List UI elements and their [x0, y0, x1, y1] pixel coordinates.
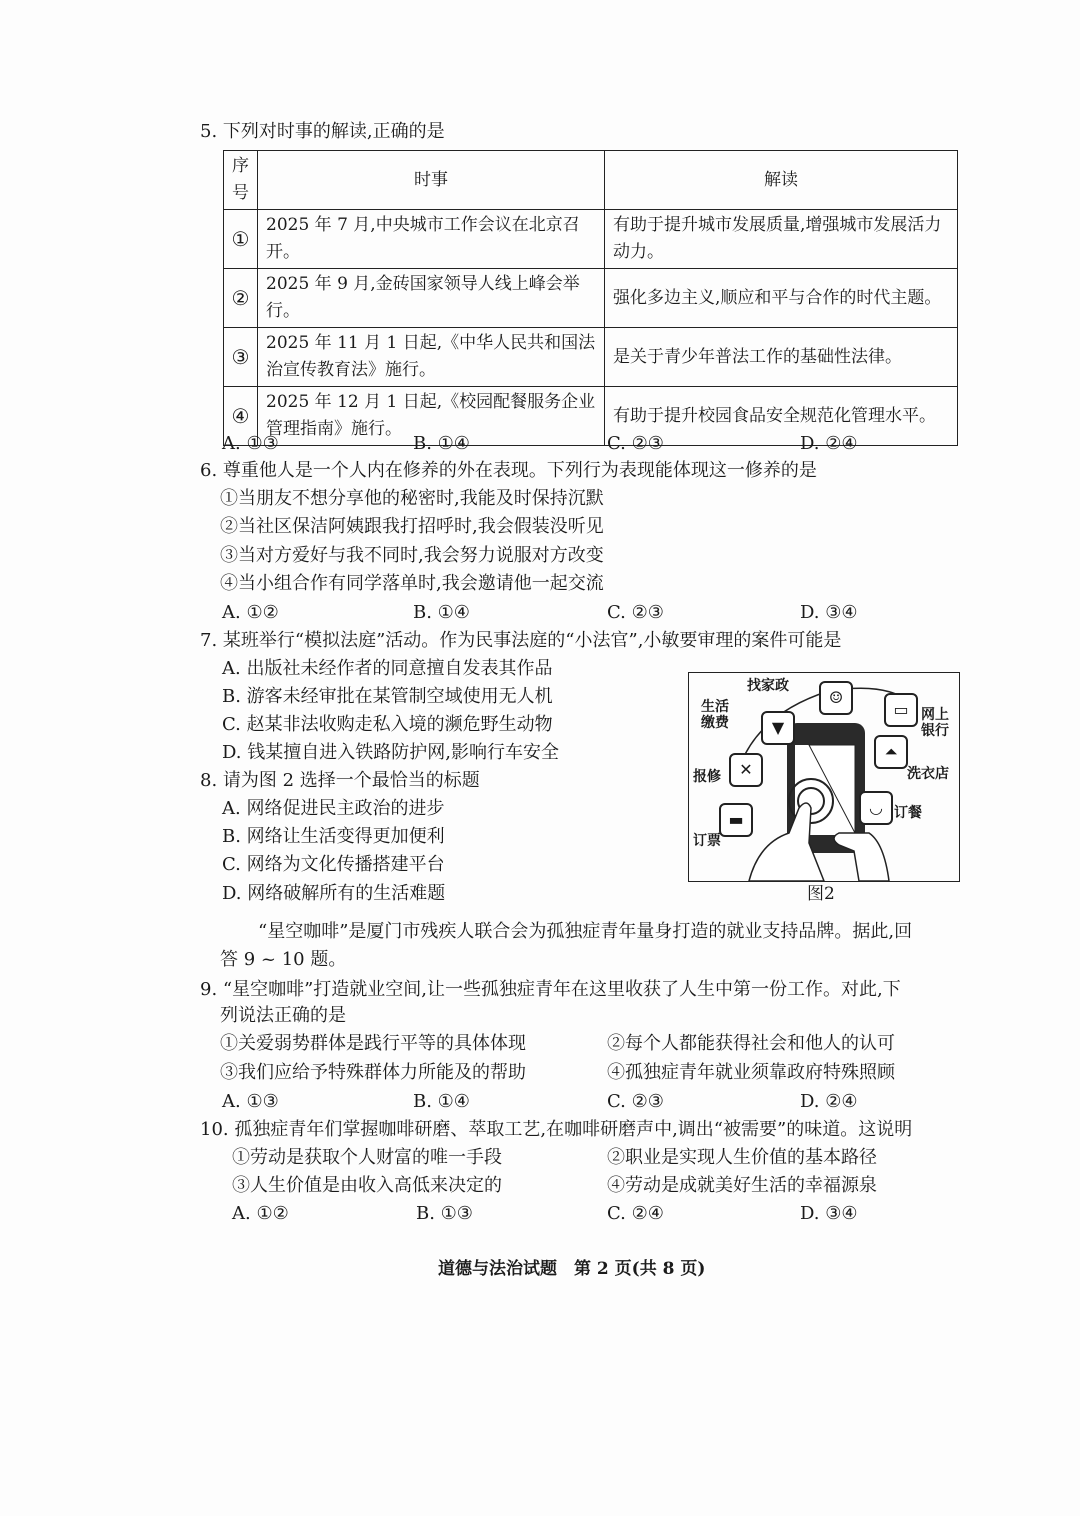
q10-item: ②职业是实现人生价值的基本路径	[607, 1147, 877, 1168]
basket-icon: ▼	[761, 711, 795, 745]
bowl-icon: ◡	[859, 791, 893, 825]
q6-item: ③当对方爱好与我不同时,我会努力说服对方改变	[220, 545, 604, 566]
col-header: 序号	[224, 151, 258, 210]
figure-label: 订餐	[894, 805, 922, 821]
q10-stem: 10. 孤独症青年们掌握咖啡研磨、萃取工艺,在咖啡研磨声中,调出“被需要”的味道。这说明	[200, 1119, 913, 1140]
row-no: ②	[224, 269, 258, 328]
option: C. ②③	[607, 433, 664, 454]
option: D. ②④	[800, 1091, 858, 1112]
q9-item: ④孤独症青年就业须靠政府特殊照顾	[607, 1062, 895, 1083]
table-row	[224, 210, 958, 269]
option: A. ①②	[222, 602, 279, 623]
q8-stem: 8. 请为图 2 选择一个最恰当的标题	[200, 770, 480, 791]
option: B. ①④	[413, 433, 470, 454]
q9-stem: 列说法正确的是	[220, 1005, 346, 1026]
q6-stem: 6. 尊重他人是一个人内在修养的外在表现。下列行为表现能体现这一修养的是	[200, 460, 817, 481]
row-no: ④	[224, 387, 258, 446]
option: D. ③④	[800, 602, 858, 623]
hanger-icon: ⏶	[874, 735, 908, 769]
option: A. 网络促进民主政治的进步	[222, 798, 445, 819]
option: B. 游客未经审批在某管制空域使用无人机	[222, 686, 553, 707]
row-reading: 有助于提升校园食品安全规范化管理水平。	[605, 387, 958, 446]
q6-item: ④当小组合作有同学落单时,我会邀请他一起交流	[220, 573, 604, 594]
train-icon: ▬	[719, 803, 753, 837]
q9-item: ①关爱弱势群体是践行平等的具体体现	[220, 1033, 526, 1054]
option: A. ①③	[222, 1091, 279, 1112]
row-event: 2025 年 12 月 1 日起,《校园配餐服务企业管理指南》施行。	[258, 387, 605, 446]
figure-2-phone-services	[688, 672, 960, 882]
option: B. ①④	[413, 1091, 470, 1112]
option: A. ①③	[222, 433, 279, 454]
col-header: 时事	[258, 151, 605, 210]
row-reading: 强化多边主义,顺应和平与合作的时代主题。	[605, 269, 958, 328]
row-event: 2025 年 9 月,金砖国家领导人线上峰会举行。	[258, 269, 605, 328]
option: A. 出版社未经作者的同意擅自发表其作品	[222, 658, 553, 679]
option: D. 网络破解所有的生活难题	[222, 883, 446, 904]
row-no: ①	[224, 210, 258, 269]
q6-item: ①当朋友不想分享他的秘密时,我能及时保持沉默	[220, 488, 604, 509]
row-event: 2025 年 11 月 1 日起,《中华人民共和国法治宣传教育法》施行。	[258, 328, 605, 387]
wrench-icon: ✕	[729, 753, 763, 787]
row-reading: 是关于青少年普法工作的基础性法律。	[605, 328, 958, 387]
option: B. 网络让生活变得更加便利	[222, 826, 445, 847]
q7-stem: 7. 某班举行“模拟法庭”活动。作为民事法庭的“小法官”,小敏要审理的案件可能是	[200, 630, 842, 651]
option: C. ②③	[607, 602, 664, 623]
q10-item: ①劳动是获取个人财富的唯一手段	[232, 1147, 502, 1168]
table-row	[224, 269, 958, 328]
option: C. ②④	[607, 1203, 664, 1224]
option: C. 赵某非法收购走私入境的濒危野生动物	[222, 714, 553, 735]
q10-item: ④劳动是成就美好生活的幸福源泉	[607, 1175, 877, 1196]
option: A. ①②	[232, 1203, 289, 1224]
table-row	[224, 328, 958, 387]
option: B. ①④	[413, 602, 470, 623]
figure-label: 网上银行	[921, 707, 949, 739]
q9-item: ②每个人都能获得社会和他人的认可	[607, 1033, 895, 1054]
option: C. ②③	[607, 1091, 664, 1112]
q10-item: ③人生价值是由收入高低来决定的	[232, 1175, 502, 1196]
row-no: ③	[224, 328, 258, 387]
figure-label: 找家政	[747, 678, 789, 694]
q9-item: ③我们应给予特殊群体力所能及的帮助	[220, 1062, 526, 1083]
option: C. 网络为文化传播搭建平台	[222, 854, 445, 875]
figure-label: 报修	[693, 769, 721, 785]
q9-stem: 9. “星空咖啡”打造就业空间,让一些孤独症青年在这里收获了人生中第一份工作。对此,下	[200, 979, 901, 1000]
row-event: 2025 年 7 月,中央城市工作会议在北京召开。	[258, 210, 605, 269]
page-footer: 道德与法治试题 第 2 页(共 8 页)	[438, 1259, 706, 1279]
figure-label: 订票	[693, 833, 721, 849]
card-icon: ▭	[884, 693, 918, 727]
figure-caption: 图2	[807, 884, 835, 904]
housekeeping-icon: ☺	[819, 681, 853, 715]
q6-item: ②当社区保洁阿姨跟我打招呼时,我会假装没听见	[220, 516, 604, 537]
option: D. ③④	[800, 1203, 858, 1224]
q5-stem: 5. 下列对时事的解读,正确的是	[200, 121, 445, 142]
col-header: 解读	[605, 151, 958, 210]
figure-label: 洗衣店	[907, 766, 949, 782]
option: D. 钱某擅自进入铁路防护网,影响行车安全	[222, 742, 559, 763]
material-text: 答 9 ~ 10 题。	[220, 949, 347, 970]
option: D. ②④	[800, 433, 858, 454]
q5-table	[223, 150, 958, 446]
row-reading: 有助于提升城市发展质量,增强城市发展活力动力。	[605, 210, 958, 269]
option: B. ①③	[416, 1203, 473, 1224]
figure-label: 生活缴费	[701, 699, 729, 731]
material-text: “星空咖啡”是厦门市残疾人联合会为孤独症青年量身打造的就业支持品牌。据此,回	[258, 921, 913, 942]
